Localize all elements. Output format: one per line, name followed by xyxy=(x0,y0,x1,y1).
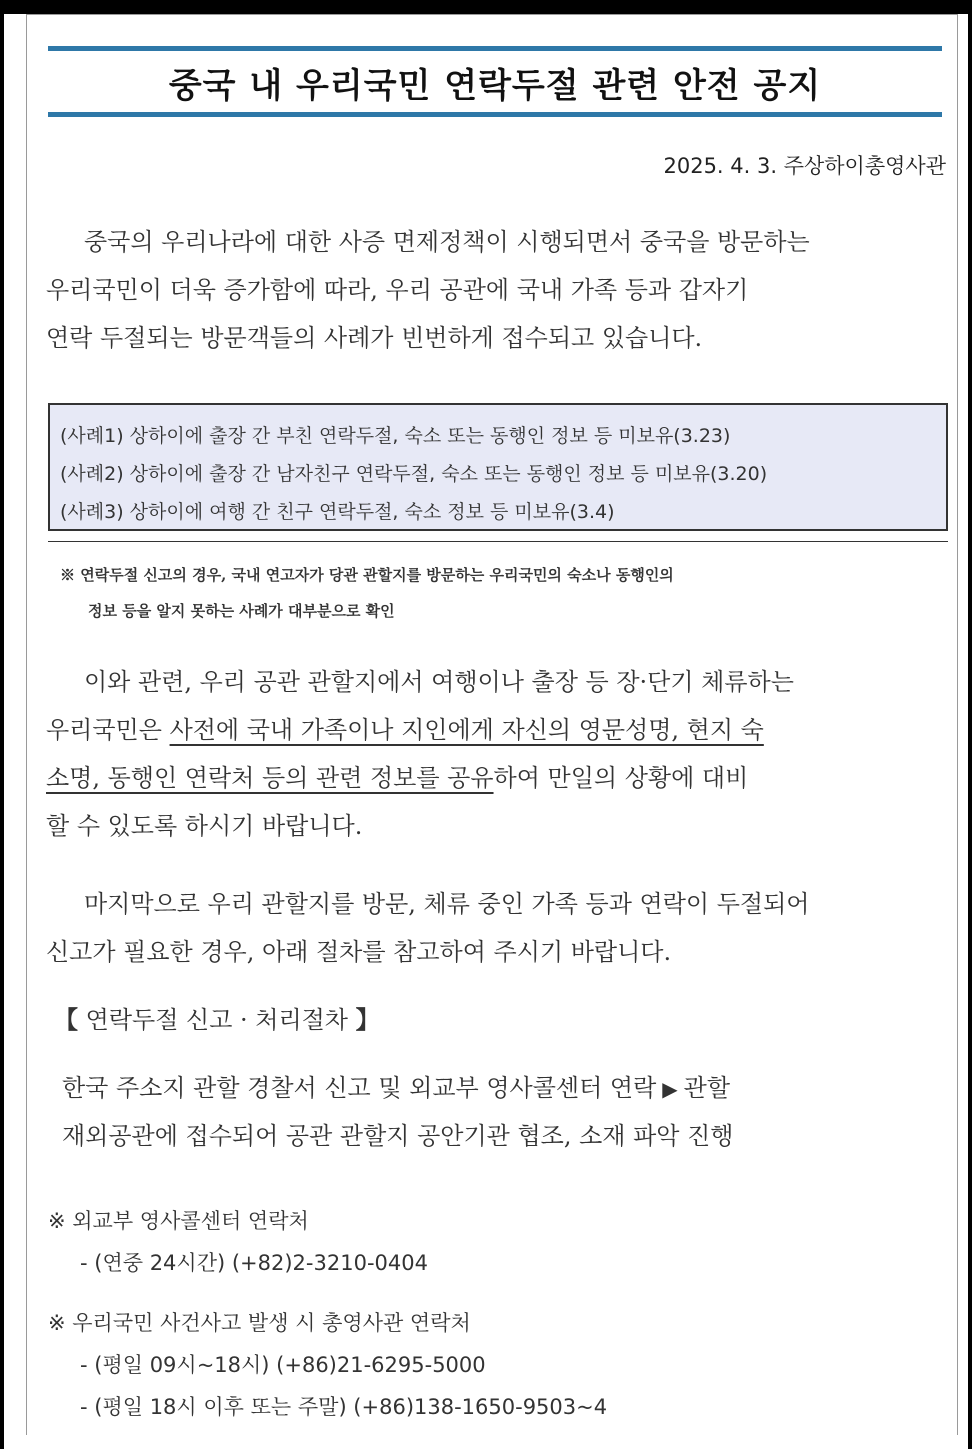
bracket-close: 】 xyxy=(355,1005,380,1034)
contact-number: - (평일 18시 이후 또는 주말) (+86)138-1650-9503~4 xyxy=(80,1395,608,1419)
intro-paragraph xyxy=(46,218,946,362)
contact-title: ※ 우리국민 사건사고 발생 시 총영사관 연락처 xyxy=(48,1311,471,1335)
closing-line: 신고가 필요한 경우, 아래 절차를 참고하여 주시기 바랍니다. xyxy=(46,938,672,966)
divider xyxy=(48,541,948,542)
underlined-advice: 사전에 국내 가족이나 지인에게 자신의 영문성명, 현지 숙 xyxy=(169,716,764,744)
page-title: 중국 내 우리국민 연락두절 관련 안전 공지 xyxy=(168,66,822,106)
dateline: 2025. 4. 3. 주상하이총영사관 xyxy=(663,154,946,178)
contact-number: - (연중 24시간) (+82)2-3210-0404 xyxy=(80,1251,428,1275)
intro-line: 우리국민이 더욱 증가함에 따라, 우리 공관에 국내 가족 등과 갑자기 xyxy=(46,276,749,304)
consulate-contact xyxy=(48,1302,607,1428)
title-rule-bottom xyxy=(48,112,942,117)
title-rule-top xyxy=(48,46,942,51)
procedure-heading-text: 연락두절 신고 · 처리절차 xyxy=(85,1006,348,1034)
advice-line: 할 수 있도록 하시기 바랍니다. xyxy=(46,812,363,840)
intro-line: 연락 두절되는 방문객들의 사례가 빈번하게 접수되고 있습니다. xyxy=(46,324,703,352)
procedure-heading xyxy=(54,1000,380,1035)
bracket-open: 【 xyxy=(54,1005,78,1034)
note-line: 정보 등을 알지 못하는 사례가 대부분으로 확인 xyxy=(88,602,395,620)
advice-paragraph xyxy=(46,658,946,850)
case-list-box xyxy=(48,403,948,531)
case-item: (사례2) 상하이에 출장 간 남자친구 연락두절, 숙소 또는 동행인 정보 등 미보유(3.20) xyxy=(60,463,768,485)
advice-line: 이와 관련, 우리 공관 관할지에서 여행이나 출장 등 장·단기 체류하는 xyxy=(84,668,794,696)
contact-title: ※ 외교부 영사콜센터 연락처 xyxy=(48,1209,309,1233)
case-note xyxy=(60,560,950,632)
procedure-line: 한국 주소지 관할 경찰서 신고 및 외교부 영사콜센터 연락 ▶ 관할 xyxy=(62,1064,733,1112)
procedure-body xyxy=(62,1064,733,1160)
note-line: ※ 연락두절 신고의 경우, 국내 연고자가 당관 관할지를 방문하는 우리국민의 숙소나 동행인의 xyxy=(60,566,674,584)
procedure-line: 재외공관에 접수되어 공관 관할지 공안기관 협조, 소재 파악 진행 xyxy=(62,1122,734,1150)
closing-paragraph xyxy=(46,880,946,976)
arrow-right-icon: ▶ xyxy=(662,1077,678,1101)
mofa-contact xyxy=(48,1200,428,1284)
case-item: (사례3) 상하이에 여행 간 친구 연락두절, 숙소 정보 등 미보유(3.4) xyxy=(60,501,615,523)
underlined-advice: 소명, 동행인 연락처 등의 관련 정보를 공유 xyxy=(46,764,494,792)
advice-line: 소명, 동행인 연락처 등의 관련 정보를 공유하여 만일의 상황에 대비 xyxy=(46,764,749,792)
closing-line: 마지막으로 우리 관할지를 방문, 체류 중인 가족 등과 연락이 두절되어 xyxy=(84,890,810,918)
intro-line: 중국의 우리나라에 대한 사증 면제정책이 시행되면서 중국을 방문하는 xyxy=(84,228,810,256)
contact-number: - (평일 09시~18시) (+86)21-6295-5000 xyxy=(80,1353,486,1377)
case-item: (사례1) 상하이에 출장 간 부친 연락두절, 숙소 또는 동행인 정보 등 미보유(3.23) xyxy=(60,425,731,447)
advice-line: 우리국민은 사전에 국내 가족이나 지인에게 자신의 영문성명, 현지 숙 xyxy=(46,716,764,744)
